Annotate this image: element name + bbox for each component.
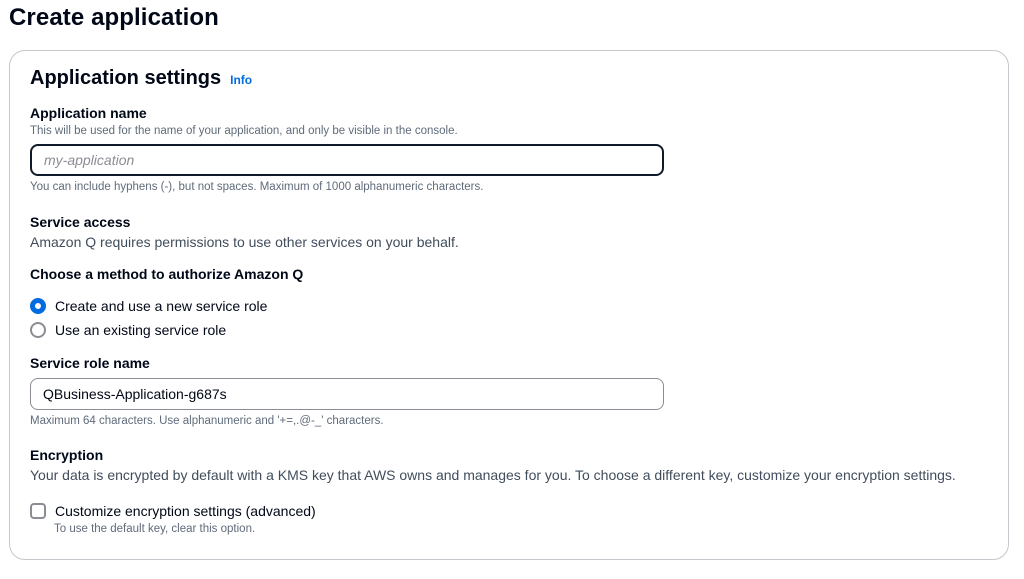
radio-unchecked-icon[interactable]: [30, 322, 46, 338]
encryption-label: Encryption: [30, 447, 104, 463]
radio-existing-service-role[interactable]: [30, 322, 226, 338]
radio-existing-service-role-label[interactable]: Use an existing service role: [55, 322, 227, 338]
service-role-name-label: Service role name: [30, 355, 150, 371]
checkbox-unchecked-icon[interactable]: [30, 503, 46, 519]
radio-new-service-role[interactable]: [30, 298, 267, 314]
panel-title: Application settings: [30, 67, 222, 89]
application-name-input[interactable]: [30, 144, 664, 176]
application-name-constraint: You can include hyphens (-), but not spaces. Maximum of 1000 alphanumeric characters.: [30, 181, 484, 193]
radio-checked-icon[interactable]: [30, 298, 46, 314]
auth-method-label: Choose a method to authorize Amazon Q: [30, 266, 304, 282]
page-title: Create application: [9, 4, 219, 31]
encryption-description: Your data is encrypted by default with a KMS key that AWS owns and manages for you. To choose a different key, customize your encryption settings.: [30, 467, 956, 483]
application-settings-panel: [9, 50, 1009, 560]
application-name-label: Application name: [30, 105, 147, 121]
customize-encryption-checkbox[interactable]: [30, 503, 316, 519]
service-access-description: Amazon Q requires permissions to use other services on your behalf.: [30, 234, 459, 250]
radio-new-service-role-label[interactable]: Create and use a new service role: [55, 298, 268, 314]
service-access-label: Service access: [30, 214, 131, 230]
info-link[interactable]: Info: [230, 73, 253, 87]
panel-header: [30, 67, 252, 90]
service-role-name-input[interactable]: [30, 378, 664, 410]
customize-encryption-description: To use the default key, clear this option.: [54, 523, 256, 535]
service-role-name-constraint: Maximum 64 characters. Use alphanumeric and '+=,.@-_' characters.: [30, 415, 384, 427]
customize-encryption-label[interactable]: Customize encryption settings (advanced): [55, 503, 316, 519]
application-name-description: This will be used for the name of your application, and only be visible in the console.: [30, 125, 458, 137]
